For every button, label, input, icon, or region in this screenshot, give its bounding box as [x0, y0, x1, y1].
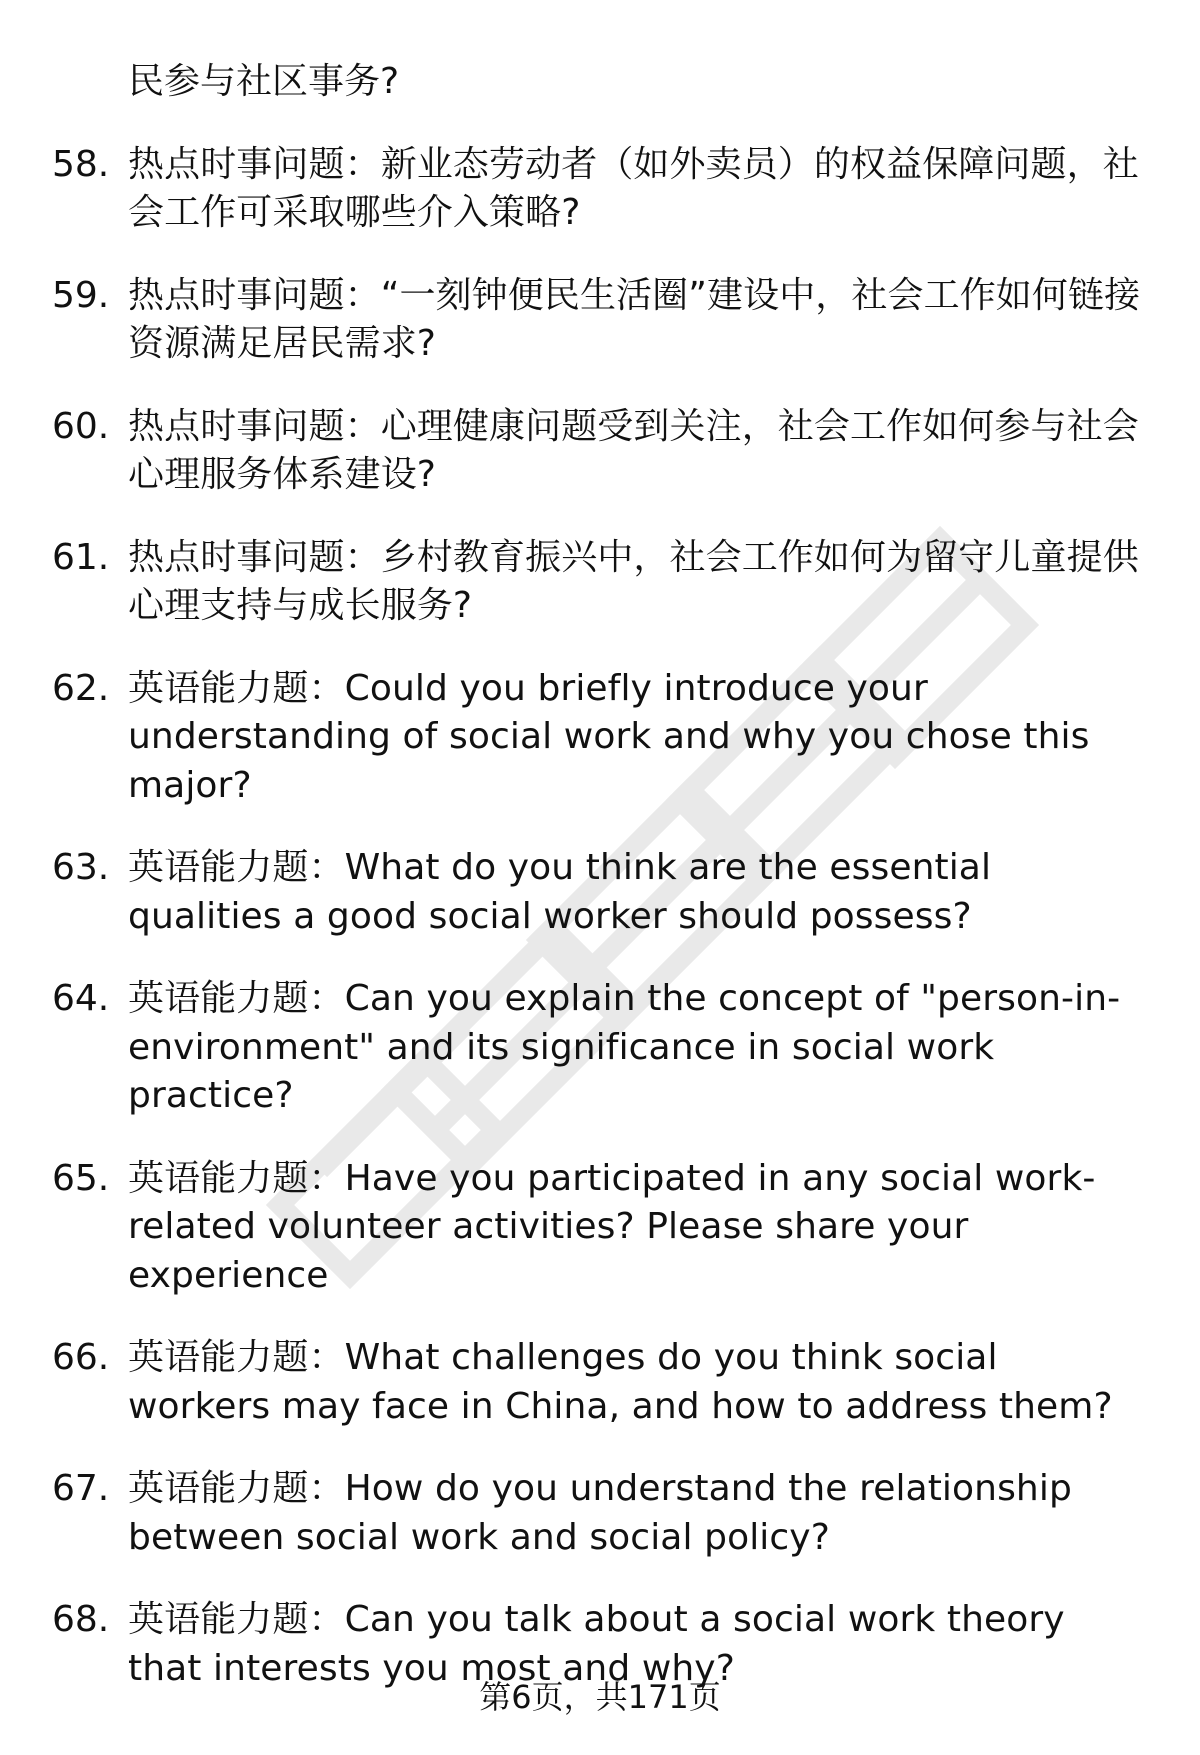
question-number: 65. [52, 1157, 110, 1199]
question-text: 英语能力题：Could you briefly introduce your understanding of social work and why you chose this major? [128, 667, 1090, 806]
question-text: 热点时事问题：乡村教育振兴中，社会工作如何为留守儿童提供心理支持与成长服务? [128, 536, 1139, 626]
question-text: 热点时事问题：“一刻钟便民生活圈”建设中，社会工作如何链接资源满足居民需求? [128, 274, 1141, 364]
question-item [0, 272, 1200, 369]
question-text: 英语能力题：How do you understand the relationship between social work and social policy? [128, 1468, 1072, 1558]
question-number: 64. [52, 978, 110, 1019]
question-item [0, 1465, 1200, 1562]
question-text: 英语能力题：Have you participated in any social work-related volunteer activities? Please share your experience [128, 1157, 1096, 1296]
question-number: 63. [52, 847, 110, 888]
page-number-label: 第6页，共171页 [479, 1678, 721, 1716]
question-number: 68. [52, 1599, 110, 1640]
question-list [0, 58, 1200, 1727]
question-text: 英语能力题：What do you think are the essential qualities a good social worker should possess? [128, 847, 992, 937]
question-item [0, 534, 1200, 631]
question-text: 英语能力题：Can you explain the concept of "person-in-environment" and its significance in social work practice? [128, 978, 1121, 1116]
question-item [0, 1334, 1200, 1431]
question-item [0, 141, 1200, 238]
question-number: 61. [52, 536, 110, 578]
question-item [0, 844, 1200, 941]
question-text: 热点时事问题：心理健康问题受到关注，社会工作如何参与社会心理服务体系建设? [128, 405, 1139, 495]
question-text: 英语能力题：What challenges do you think social workers may face in China, and how to address them? [128, 1337, 1113, 1427]
question-text: 英语能力题：Can you talk about a social work theory that interests you most and why? [128, 1599, 1065, 1689]
question-number: 59. [52, 274, 110, 316]
question-item [0, 975, 1200, 1121]
question-number: 66. [52, 1337, 110, 1378]
question-number: 60. [52, 405, 110, 447]
continuation-text: 民参与社区事务? [128, 61, 400, 102]
question-text: 热点时事问题：新业态劳动者（如外卖员）的权益保障问题，社会工作可采取哪些介入策略? [128, 143, 1139, 233]
question-number: 58. [52, 143, 110, 185]
question-item [0, 665, 1200, 811]
question-item [0, 403, 1200, 500]
page-footer [0, 1677, 1200, 1717]
question-number: 67. [52, 1468, 110, 1509]
question-item [0, 1155, 1200, 1301]
question-number: 62. [52, 667, 110, 709]
